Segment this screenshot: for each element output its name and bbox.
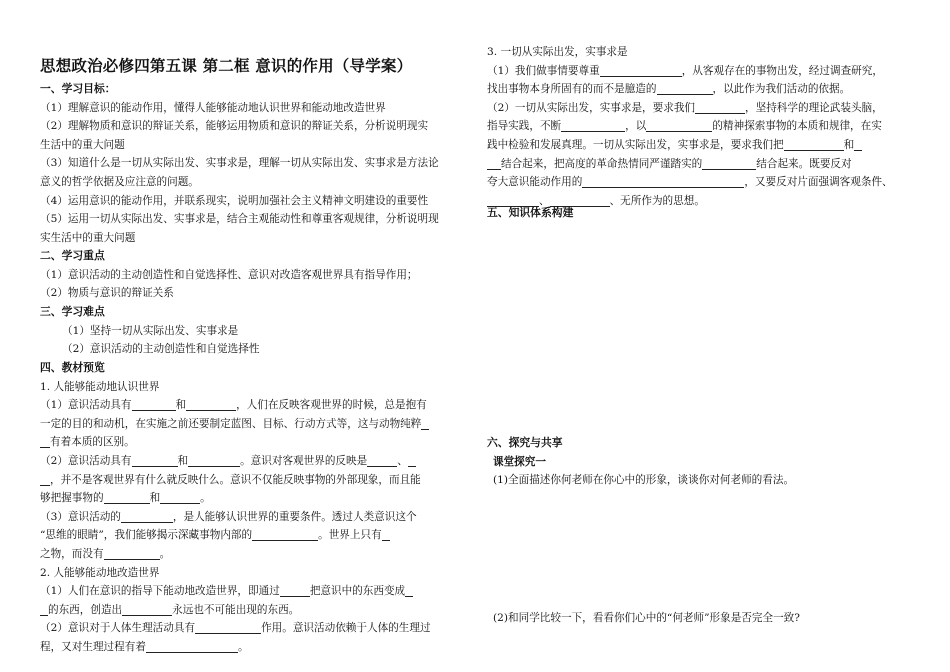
list-item: （1）理解意识的能动作用，懂得人能够能动地认识世界和能动地改造世界 (40, 101, 386, 114)
fill-line: 一定的目的和动机，在实施之前还要制定蓝图、目标、行动方式等，这与动物纯粹 (40, 415, 470, 434)
question-text: (1)全面描述你何老师在你心中的形象，谈谈你对何老师的看法。 (493, 474, 795, 487)
fill-line: 夸大意识能动作用的 ，又要反对片面强调客观条件、 (487, 176, 893, 189)
fill-line: 有着本质的区别。 (40, 433, 470, 452)
section-preview (40, 359, 470, 657)
list-item: （3）知道什么是一切从实际出发、实事求是，理解一切从实际出发、实事求是方法论 (40, 157, 439, 170)
answer-blank[interactable] (121, 509, 173, 523)
list-item: （4）运用意识的能动作用，并联系现实，说明加强社会主义精神文明建设的重要性 (40, 194, 429, 207)
answer-blank[interactable] (854, 137, 862, 151)
section-heading: 三、学习难点 (40, 305, 105, 318)
list-item: 实生活中的重大问题 (40, 231, 136, 244)
fill-line: 指导实践，不断 ，以 的精神探索事物的本质和规律，在实 (487, 120, 882, 133)
question-text: (2)和同学比较一下，看看你们心中的“何老师”形象是否完全一致? (493, 612, 800, 624)
answer-blank[interactable] (188, 453, 240, 467)
answer-blank[interactable] (382, 527, 390, 541)
fill-line: （1）我们做事情要尊重 ，从客观存在的事物出发，经过调查研究， (487, 64, 883, 77)
answer-blank[interactable] (646, 118, 712, 132)
section-heading: 四、教材预览 (40, 361, 105, 374)
section-explore-share (487, 434, 917, 490)
list-item: （1）意识活动的主动创造性和自觉选择性、意识对改造客观世界具有指导作用； (40, 268, 418, 281)
answer-blank[interactable] (195, 620, 261, 634)
section-objectives (40, 80, 470, 247)
fill-line: 之物，而没有 。 (40, 547, 171, 560)
fill-line: 程，又对生理过程有着 。 (40, 640, 249, 653)
fill-line: ，并不是客观世界有什么就反映什么。意识不仅能反映事物的外部现象，而且能 (40, 471, 470, 490)
fill-line: 找出事物本身所固有的而不是臆造的 ，以此作为我们活动的依据。 (487, 83, 851, 96)
answer-blank[interactable] (582, 174, 744, 188)
answer-blank[interactable] (487, 156, 501, 170)
question-2 (487, 609, 917, 628)
list-item: （1）坚持一切从实际出发、实事求是 (62, 324, 239, 337)
answer-blank[interactable] (280, 583, 310, 597)
answer-blank[interactable] (132, 453, 178, 467)
answer-blank[interactable] (657, 81, 713, 95)
section-difficulties (40, 303, 470, 359)
list-item: （2）物质与意识的辩证关系 (40, 287, 174, 300)
fill-line: 践中检验和发展真理。一切从实际出发，实事求是，要求我们把 和 (487, 136, 917, 155)
answer-blank[interactable] (408, 453, 416, 467)
fill-line: 的东西，创造出 永远也不可能出现的东西。 (40, 601, 470, 620)
answer-blank[interactable] (146, 639, 238, 653)
answer-blank[interactable] (702, 156, 756, 170)
answer-blank[interactable] (695, 100, 745, 114)
page-title: 思想政治必修四第五课 第二框 意识的作用（导学案） (40, 57, 413, 75)
fill-line: （1）人们在意识的指导下能动地改造世界，即通过 把意识中的东西变成 (40, 582, 470, 601)
answer-blank[interactable] (104, 546, 160, 560)
section-knowledge-system (487, 204, 917, 223)
answer-blank[interactable] (252, 527, 318, 541)
answer-blank[interactable] (367, 453, 397, 467)
fill-line: （1）意识活动具有 和 ，人们在反映客观世界的时候，总是抱有 (40, 399, 427, 412)
subsection-title: 1. 人能够能动地认识世界 (40, 380, 160, 393)
fill-line: “思维的眼睛”，我们能够揭示深藏事物内部的 。世界上只有 (40, 526, 470, 545)
answer-blank[interactable] (405, 583, 413, 597)
section-key-points (40, 247, 470, 303)
fill-line: 够把握事物的 和 。 (40, 492, 211, 505)
answer-blank[interactable] (561, 118, 625, 132)
fill-line: （2）意识活动具有 和 。意识对客观世界的反映是 、 (40, 452, 470, 471)
subsection-title: 3. 一切从实际出发，实事求是 (487, 46, 628, 58)
answer-blank[interactable] (40, 434, 50, 448)
fill-line: （2）一切从实际出发，实事求是，要求我们 ，坚持科学的理论武装头脑， (487, 101, 883, 114)
answer-blank[interactable] (784, 137, 844, 151)
subsection-title: 课堂探究一 (493, 455, 546, 468)
section-heading: 二、学习重点 (40, 249, 105, 262)
answer-blank[interactable] (40, 472, 50, 486)
list-item: （2）理解物质和意识的辩证关系，能够运用物质和意识的辩证关系，分析说明现实 (40, 120, 429, 133)
answer-blank[interactable] (122, 602, 172, 616)
section-heading: 六、探究与共享 (487, 436, 563, 449)
answer-blank[interactable] (421, 416, 429, 430)
fill-line: （3）意识活动的 ，是人能够认识世界的重要条件。透过人类意识这个 (40, 510, 417, 523)
list-item: （5）运用一切从实际出发、实事求是，结合主观能动性和尊重客观规律，分析说明现 (40, 213, 439, 226)
answer-blank[interactable] (40, 602, 48, 616)
answer-blank[interactable] (600, 63, 682, 77)
fill-line: 、 、无所作为的思想。 (487, 192, 917, 211)
section-heading: 五、知识体系构建 (487, 206, 574, 219)
answer-blank[interactable] (132, 397, 176, 411)
list-item: （2）意识活动的主动创造性和自觉选择性 (62, 343, 260, 356)
answer-blank[interactable] (104, 490, 150, 504)
section-seek-truth (487, 43, 917, 210)
answer-blank[interactable] (160, 490, 200, 504)
section-heading: 一、学习目标： (40, 82, 116, 95)
list-item: 意义的哲学依据及应注意的问题。 (40, 175, 199, 188)
fill-line: （2）意识对于人体生理活动具有 作用。意识活动依赖于人体的生理过 (40, 622, 431, 635)
subsection-title: 2. 人能够能动地改造世界 (40, 566, 160, 579)
fill-line: 结合起来，把高度的革命热情同严谨踏实的 结合起来。既要反对 (487, 155, 917, 174)
answer-blank[interactable] (186, 397, 236, 411)
list-item: 生活中的重大问题 (40, 138, 125, 151)
